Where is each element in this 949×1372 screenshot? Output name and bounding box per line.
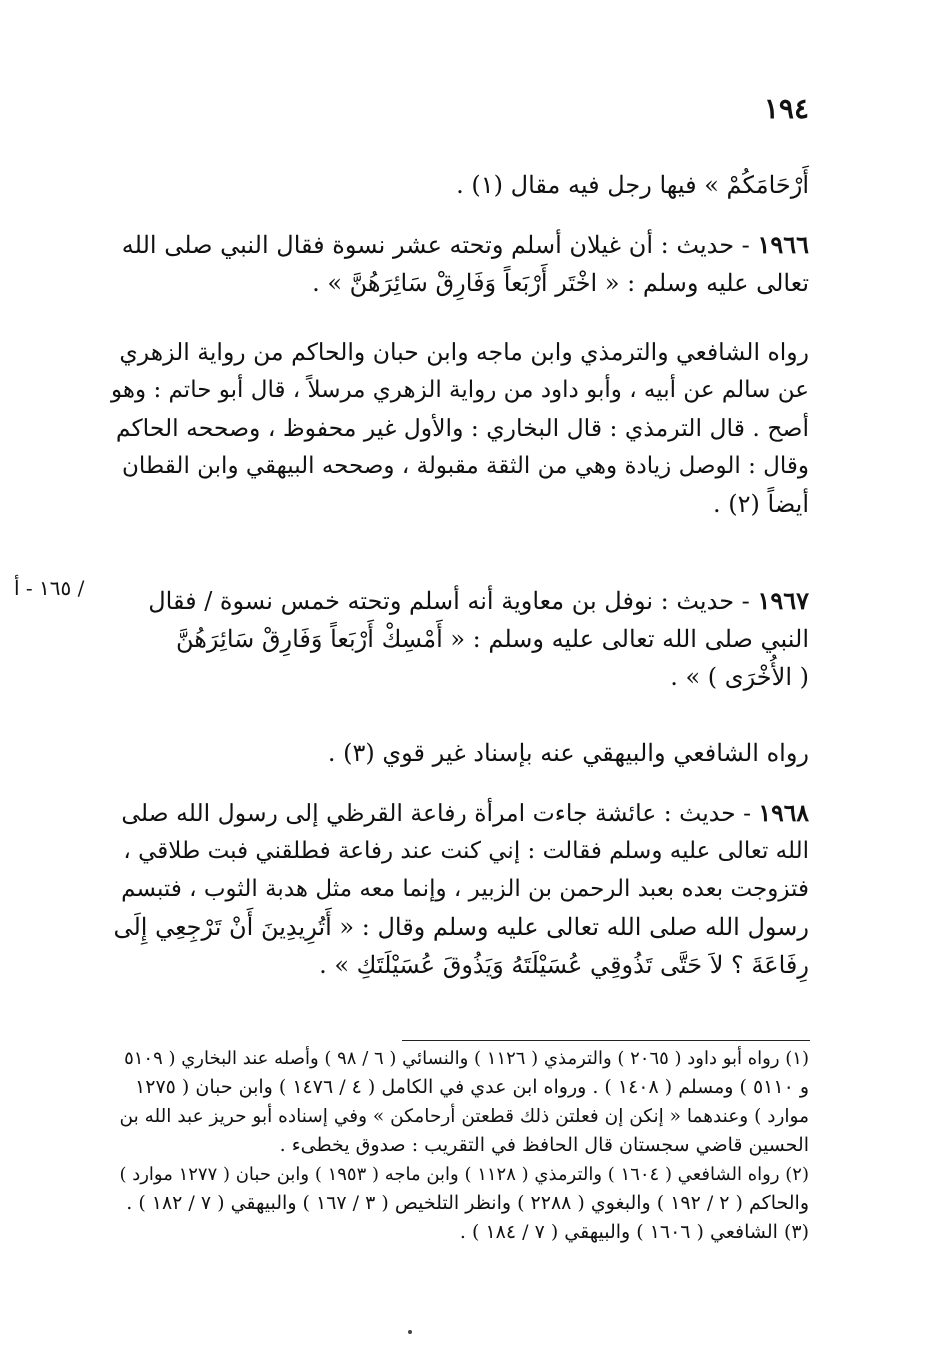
text-line: رسول الله صلى الله تعالى عليه وسلم وقال : « أَتُرِيدِينَ أَنْ تَرْجِعِي إِلَى (113, 913, 809, 941)
hadith-1967 (109, 582, 809, 696)
text-line (109, 226, 809, 264)
text-line: رِفَاعَةَ ؟ لاَ حَتَّى تَذُوقِي عُسَيْلَتَهُ وَيَذُوقَ عُسَيْلَتَكِ » . (319, 951, 809, 979)
scan-speck (408, 1330, 412, 1334)
footnote-separator (402, 1040, 810, 1041)
text-line (109, 794, 809, 832)
hadith-number: ١٩٦٦ (757, 230, 809, 259)
hadith-1966 (109, 226, 809, 302)
footnote-2 (109, 1160, 809, 1218)
page-number: ١٩٤ (763, 92, 809, 125)
text-line: فتزوجت بعده بعبد الرحمن بن الزبير ، وإنما معه مثل هدبة الثوب ، فتبسم (121, 876, 809, 902)
text-line (109, 582, 809, 620)
footnote-line: (٣) الشافعي ( ١٦٠٦ ) والبيهقي ( ٧ / ١٨٤ ) . (459, 1221, 809, 1243)
hadith-number: ١٩٦٧ (757, 586, 809, 615)
text-line: رواه الشافعي والبيهقي عنه بإسناد غير قوي (٣) . (327, 739, 809, 767)
continuation-paragraph (109, 166, 809, 204)
text-line: أصح . قال الترمذي : قال البخاري : والأول غير محفوظ ، وصححه الحاكم (115, 414, 809, 442)
footnote-line: والحاكم ( ٢ / ١٩٢ ) والبغوي ( ٢٢٨٨ ) وانظر التلخيص ( ٣ / ١٦٧ ) والبيهقي ( ٧ / ١٨٢ ) . (126, 1192, 809, 1214)
hadith-1968 (109, 794, 809, 984)
footnote-line: (٢) رواه الشافعي ( ١٦٠٤ ) والترمذي ( ١١٢٨ ) وابن ماجه ( ١٩٥٣ ) وابن حبان ( ١٢٧٧ موارد ) (119, 1164, 809, 1185)
commentary-1966 (109, 333, 809, 523)
text-line: وقال : الوصل زيادة وهي من الثقة مقبولة ، وصححه البيهقي وابن القطان (122, 453, 809, 479)
text-line: أَرْحَامَكُمْ » فيها رجل فيه مقال (١) . (456, 171, 809, 199)
commentary-1967 (109, 734, 809, 772)
hadith-text: - حديث : أن غيلان أسلم وتحته عشر نسوة فقال النبي صلى الله (121, 231, 750, 259)
text-line: ( الأُخْرَى ) » . (670, 663, 809, 691)
hadith-number: ١٩٦٨ (758, 799, 809, 827)
footnote-3 (109, 1218, 809, 1247)
text-line: عن سالم عن أبيه ، وأبو داود من رواية الزهري مرسلاً ، قال أبو حاتم : وهو (111, 377, 809, 403)
footnotes (109, 1044, 809, 1247)
text-line: النبي صلى الله تعالى عليه وسلم : « أَمْسِكْ أَرْبَعاً وَفَارِقْ سَائِرَهُنَّ (176, 625, 809, 653)
text-line: أيضاً (٢) . (713, 490, 809, 518)
footnote-line: الحسين قاضي سجستان قال الحافظ في التقريب : صدوق يخطىء . (279, 1134, 809, 1156)
hadith-text: - حديث : نوفل بن معاوية أنه أسلم وتحته خمس نسوة / فقال (148, 587, 750, 615)
footnote-line: موارد ) وعندهما « إنكن إن فعلتن ذلك قطعتن أرحامكن » وفي إسناده أبو حريز عبد الله بن (119, 1106, 809, 1127)
margin-folio-note: / ١٦٥ - أ (14, 576, 85, 600)
text-line: رواه الشافعي والترمذي وابن ماجه وابن حبان والحاكم من رواية الزهري (119, 338, 809, 366)
text-line: تعالى عليه وسلم : « اخْتَر أَرْبَعاً وَفَارِقْ سَائِرَهُنَّ » . (312, 269, 809, 297)
footnote-line: و ٥١١٠ ) ومسلم ( ١٤٠٨ ) . ورواه ابن عدي في الكامل ( ٤ / ١٤٧٦ ) وابن حبان ( ١٢٧٥ (135, 1076, 809, 1098)
text-line: الله تعالى عليه وسلم فقالت : إني كنت عند رفاعة فطلقني فبت طلاقي ، (123, 838, 809, 864)
footnote-line: (١) رواه أبو داود ( ٢٠٦٥ ) والترمذي ( ١١٢٦ ) والنسائي ( ٦ / ٩٨ ) وأصله عند البخاري ( ٥١٠٩ (124, 1048, 809, 1069)
hadith-text: - حديث : عائشة جاءت امرأة رفاعة القرظي إلى رسول الله صلى (121, 799, 752, 827)
footnote-1 (109, 1044, 809, 1160)
